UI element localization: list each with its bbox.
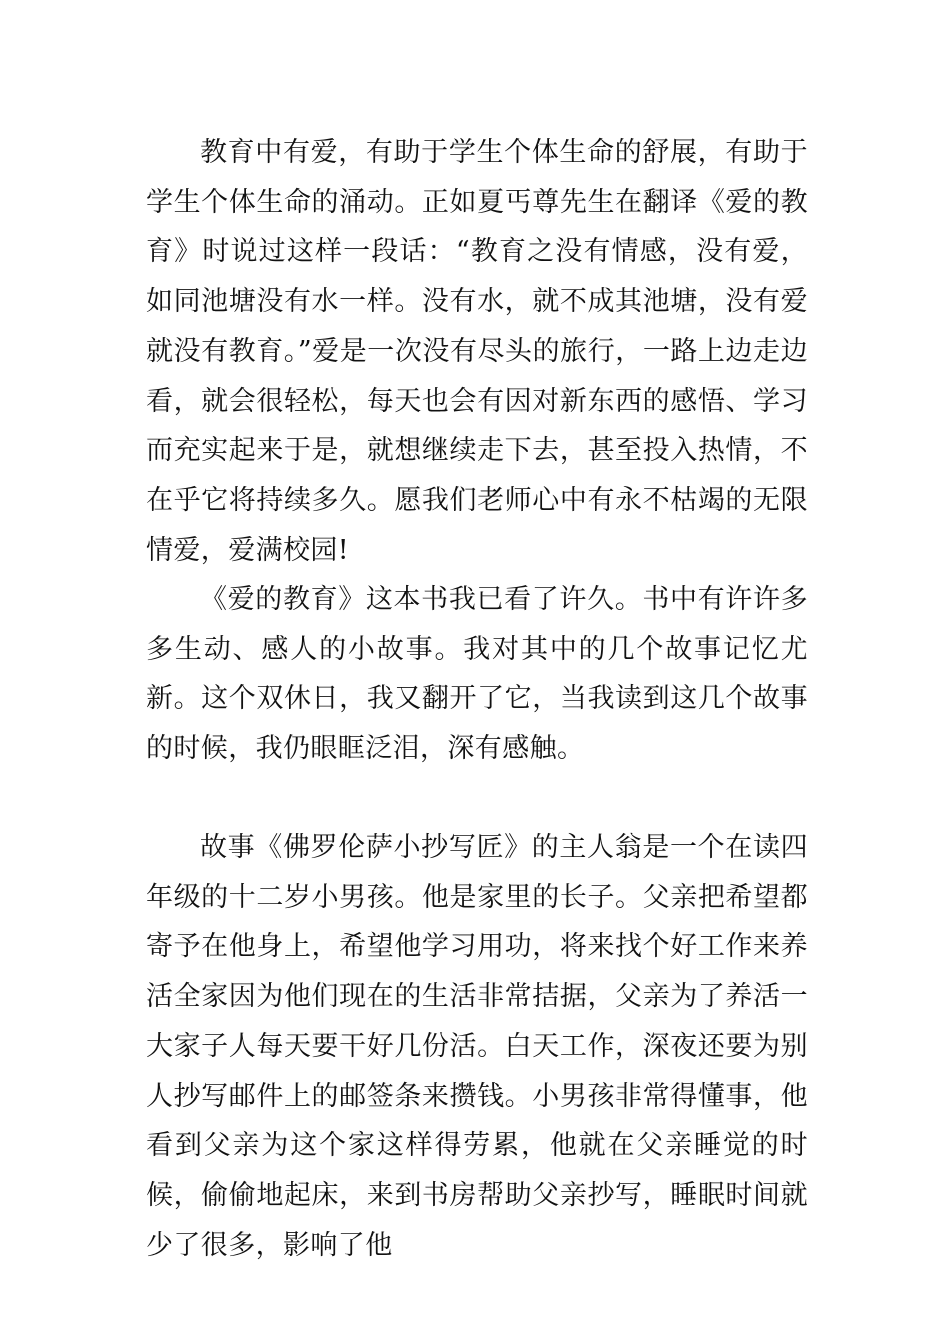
- paragraph-florence-scribe-story: 故事《佛罗伦萨小抄写匠》的主人翁是一个在读四年级的十二岁小男孩。他是家里的长子。父亲把希望都寄予在他身上，希望他学习用功，将来找个好工作来养活全家因为他们现在的生活非常拮据，父亲为了养活一大家子人每天要干好几份活。白天工作，深夜还要为别人抄写邮件上的邮签条来攒钱。小男孩非常得懂事，他看到父亲为这个家这样得劳累，他就在父亲睡觉的时候，偷偷地起床，来到书房帮助父亲抄写，睡眠时间就少了很多，影响了他: [146, 832, 808, 1261]
- paragraph-book-intro: 《爱的教育》这本书我已看了许久。书中有许许多多生动、感人的小故事。我对其中的几个故事记忆尤新。这个双休日，我又翻开了它，当我读到这几个故事的时候，我仍眼眶泛泪，深有感触。: [146, 584, 808, 765]
- paragraph-love-in-education: 教育中有爱，有助于学生个体生命的舒展，有助于学生个体生命的涌动。正如夏丐尊先生在翻译《爱的教育》时说过这样一段话：“教育之没有情感，没有爱，如同池塘没有水一样。没有水，就不成其池塘，没有爱就没有教育。”爱是一次没有尽头的旅行，一路上边走边看，就会很轻松，每天也会有因对新东西的感悟、学习而充实起来于是，就想继续走下去，甚至投入热情，不在乎它将持续多久。愿我们老师心中有永不枯竭的无限情爱，爱满校园!: [146, 137, 808, 566]
